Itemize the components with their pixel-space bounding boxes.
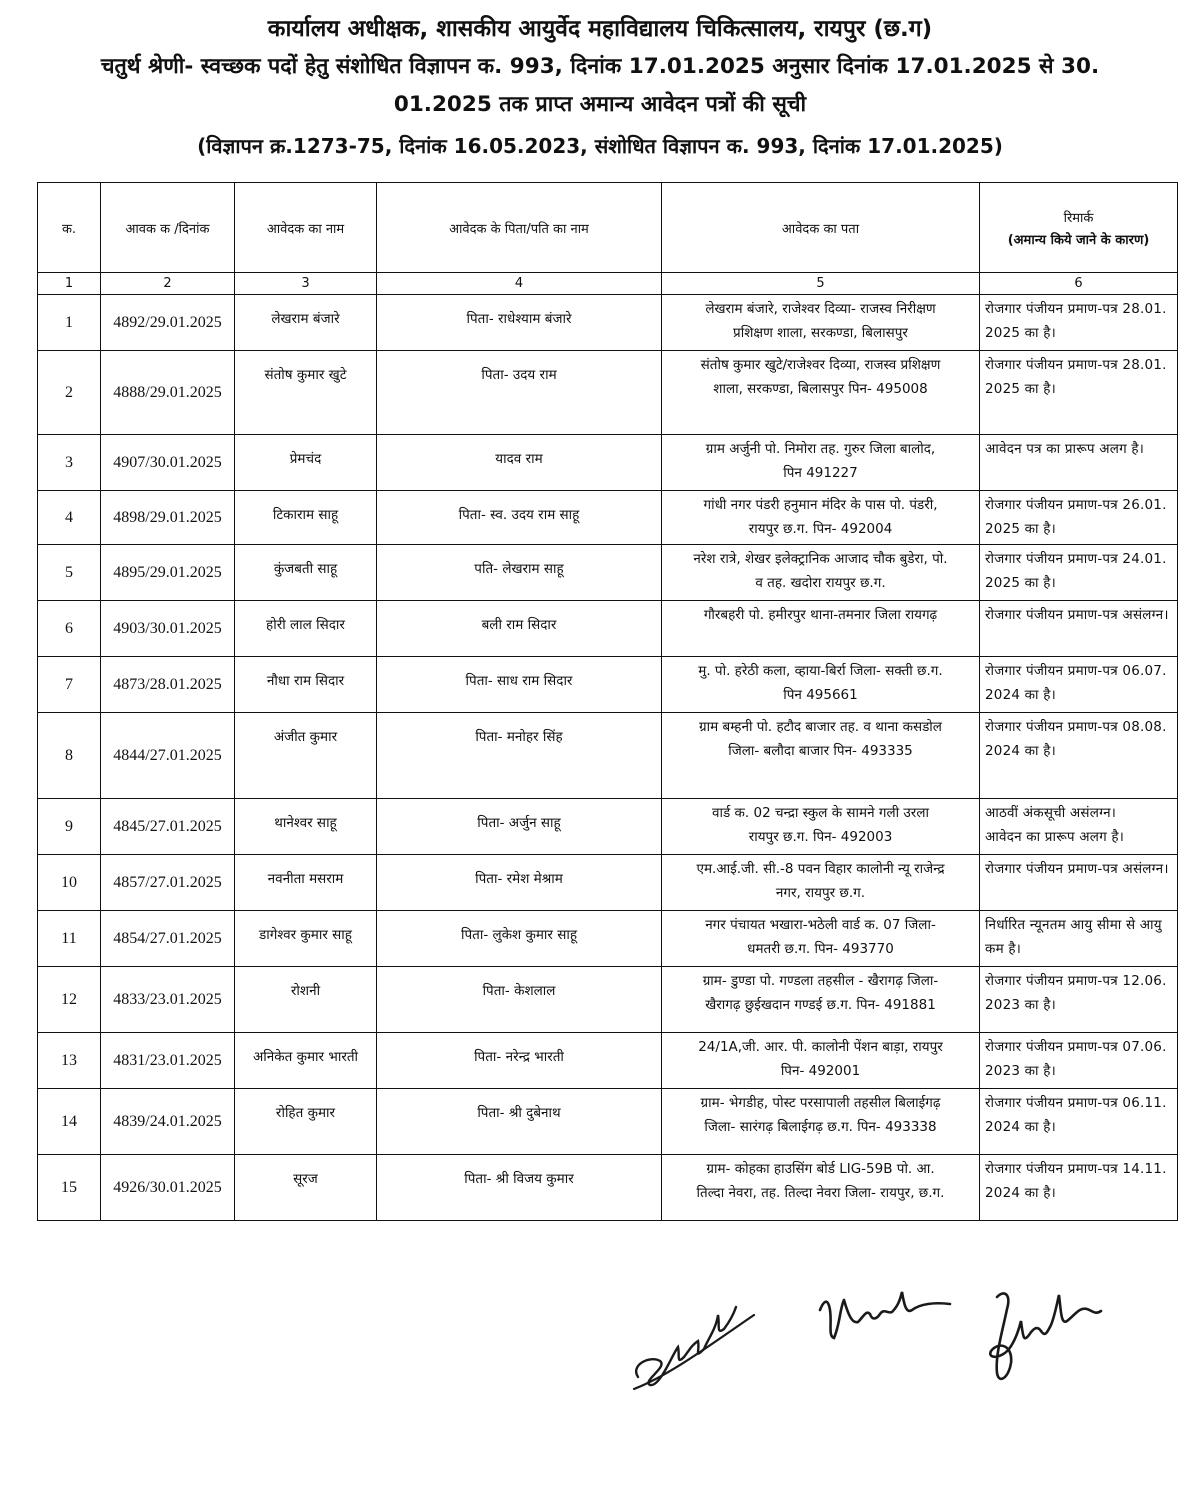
remark-cell: [980, 1089, 1178, 1155]
inward-cell: [101, 855, 235, 911]
inward-cell-line: 4839/24.01.2025: [113, 1112, 222, 1130]
applicant-name-cell: [235, 491, 377, 545]
address-cell: [662, 799, 980, 855]
applicant-name-cell: [235, 911, 377, 967]
remark-cell-line: रोजगार पंजीयन प्रमाण-पत्र 12.06.: [985, 973, 1167, 989]
serial-cell-line: 4: [65, 508, 73, 526]
serial-cell-line: 5: [65, 563, 73, 581]
father-name-cell: [377, 855, 662, 911]
address-cell-line: जिला- बलौदा बाजार पिन- 493335: [728, 743, 913, 759]
subject-line-2: 01.2025 तक प्राप्त अमान्य आवेदन पत्रों की सूची: [393, 92, 807, 117]
inward-cell-line: 4831/23.01.2025: [113, 1051, 222, 1069]
col-number: 2: [101, 273, 235, 295]
remark-cell: [980, 657, 1178, 713]
applicant-name-cell-line: टिकाराम साहू: [272, 507, 339, 523]
address-cell: [662, 295, 980, 351]
table-row: [38, 855, 1178, 911]
address-cell-line: प्रशिक्षण शाला, सरकण्डा, बिलासपुर: [733, 325, 908, 341]
applicant-name-cell-line: नौधा राम सिदार: [266, 673, 345, 689]
applicant-name-cell: [235, 967, 377, 1033]
remark-cell: [980, 1033, 1178, 1089]
father-name-cell: [377, 601, 662, 657]
applicant-name-cell: [235, 713, 377, 799]
table-header-row: [38, 183, 1178, 273]
remark-cell-line: 2023 का है।: [985, 1063, 1056, 1079]
table-row: [38, 1089, 1178, 1155]
serial-cell: [38, 967, 101, 1033]
remark-cell: [980, 855, 1178, 911]
father-name-cell-line: पति- लेखराम साहू: [474, 561, 564, 577]
remark-cell: [980, 1155, 1178, 1221]
remark-cell-line: रोजगार पंजीयन प्रमाण-पत्र 14.11.: [985, 1161, 1167, 1177]
signature-2: [810, 1280, 960, 1360]
address-cell-line: रायपुर छ.ग. पिन- 492004: [748, 521, 893, 537]
address-cell-line: ग्राम बम्हनी पो. हटौद बाजार तह. व थाना कसडोल: [699, 719, 942, 735]
remark-cell-line: निर्धारित न्यूनतम आयु सीमा से आयु: [985, 917, 1162, 933]
remark-cell-line: 2024 का है।: [985, 1185, 1056, 1201]
remark-title: रिमार्क: [1063, 210, 1094, 226]
applicant-name-cell: [235, 351, 377, 435]
address-cell-line: ग्राम- भेगडीह, पोस्ट परसापाली तहसील बिलाईगढ़: [700, 1095, 941, 1111]
inward-cell-line: 4845/27.01.2025: [113, 817, 222, 835]
applicant-name-cell: [235, 855, 377, 911]
address-cell: [662, 967, 980, 1033]
table-row: [38, 967, 1178, 1033]
remark-cell-line: 2024 का है।: [985, 743, 1056, 759]
remark-cell: [980, 351, 1178, 435]
inward-cell: [101, 545, 235, 601]
applicant-name-cell: [235, 295, 377, 351]
inward-cell: [101, 713, 235, 799]
serial-cell: [38, 601, 101, 657]
father-name-cell-line: पिता- उदय राम: [481, 367, 557, 383]
applicant-name-cell: [235, 435, 377, 491]
address-cell-line: खैरागढ़ छुईखदान गण्डई छ.ग. पिन- 491881: [705, 997, 936, 1013]
applicant-name-cell-line: सूरज: [293, 1171, 318, 1187]
inward-cell: [101, 435, 235, 491]
address-cell: [662, 911, 980, 967]
applicant-name-cell: [235, 545, 377, 601]
father-name-cell-line: पिता- श्री विजय कुमार: [464, 1171, 574, 1187]
col-number: 1: [38, 273, 101, 295]
inward-cell-line: 4844/27.01.2025: [113, 746, 222, 764]
father-name-cell-line: पिता- नरेन्द्र भारती: [474, 1049, 564, 1065]
address-cell: [662, 435, 980, 491]
remark-cell-line: 2025 का है।: [985, 521, 1056, 537]
address-cell-line: 24/1A,जी. आर. पी. कालोनी पेंशन बाड़ा, रायपुर: [698, 1039, 943, 1055]
address-cell: [662, 545, 980, 601]
serial-cell-line: 12: [61, 990, 77, 1008]
address-cell: [662, 351, 980, 435]
inward-cell: [101, 967, 235, 1033]
remark-cell-line: रोजगार पंजीयन प्रमाण-पत्र असंलग्न।: [985, 607, 1169, 623]
address-cell: [662, 1089, 980, 1155]
table-row: [38, 435, 1178, 491]
remark-cell-line: रोजगार पंजीयन प्रमाण-पत्र 08.08.: [985, 719, 1167, 735]
father-name-cell: [377, 295, 662, 351]
applicant-name-cell: [235, 657, 377, 713]
table-row: [38, 1033, 1178, 1089]
address-cell-line: लेखराम बंजारे, राजेश्वर दिव्या- राजस्व निरीक्षण: [705, 301, 936, 317]
table-row: [38, 545, 1178, 601]
office-title: कार्यालय अधीक्षक, शासकीय आयुर्वेद महाविद्यालय चिकित्सालय, रायपुर (छ.ग): [267, 16, 933, 42]
applicant-name-cell: [235, 601, 377, 657]
inward-cell-line: 4888/29.01.2025: [113, 383, 222, 401]
serial-cell: [38, 491, 101, 545]
table-row: [38, 713, 1178, 799]
applicant-name-cell-line: डागेश्वर कुमार साहू: [259, 927, 352, 943]
inward-cell: [101, 351, 235, 435]
address-cell-line: जिला- सारंगढ़ बिलाईगढ़ छ.ग. पिन- 493338: [704, 1119, 937, 1135]
father-name-cell-line: बली राम सिदार: [481, 617, 557, 633]
table-row: [38, 491, 1178, 545]
remark-cell-line: 2024 का है।: [985, 687, 1056, 703]
serial-cell-line: 1: [65, 313, 73, 331]
address-cell-line: नरेश रात्रे, शेखर इलेक्ट्रानिक आजाद चौक बुडेरा, पो.: [693, 551, 948, 567]
applicant-name-cell-line: रोहित कुमार: [275, 1105, 336, 1121]
father-name-cell-line: पिता- स्व. उदय राम साहू: [458, 507, 580, 523]
address-cell-line: नगर, रायपुर छ.ग.: [775, 885, 866, 901]
inward-cell-line: 4873/28.01.2025: [113, 675, 222, 693]
serial-cell-line: 3: [65, 453, 73, 471]
applicant-name-cell-line: संतोष कुमार खुटे: [264, 367, 347, 383]
address-cell: [662, 491, 980, 545]
applicant-name-cell-line: कुंजबती साहू: [273, 561, 338, 577]
father-name-cell: [377, 435, 662, 491]
table-row: [38, 1155, 1178, 1221]
applicant-name-cell-line: अनिकेत कुमार भारती: [252, 1049, 359, 1065]
col-number: 5: [662, 273, 980, 295]
applicant-name-cell-line: प्रेमचंद: [289, 451, 322, 467]
inward-cell-line: 4903/30.01.2025: [113, 619, 222, 637]
serial-cell: [38, 1155, 101, 1221]
serial-cell: [38, 657, 101, 713]
address-cell-line: धमतरी छ.ग. पिन- 493770: [747, 941, 894, 957]
inward-cell-line: 4833/23.01.2025: [113, 990, 222, 1008]
reference-line: (विज्ञापन क्र.1273-75, दिनांक 16.05.2023, संशोधित विज्ञापन क. 993, दिनांक 17.01.2025): [197, 134, 1003, 158]
serial-cell: [38, 545, 101, 601]
remark-cell-line: 2025 का है।: [985, 575, 1056, 591]
invalid-applications-table: [37, 182, 1178, 1221]
col-number: 4: [377, 273, 662, 295]
applicant-name-cell-line: रोशनी: [290, 983, 321, 999]
father-name-cell-line: पिता- अर्जुन साहू: [477, 815, 561, 831]
inward-cell: [101, 601, 235, 657]
father-name-cell: [377, 1033, 662, 1089]
serial-cell: [38, 713, 101, 799]
inward-cell: [101, 295, 235, 351]
remark-cell: [980, 799, 1178, 855]
address-cell-line: वार्ड क. 02 चन्द्रा स्कुल के सामने गली उरला: [712, 805, 929, 821]
father-name-cell: [377, 545, 662, 601]
inward-cell: [101, 1033, 235, 1089]
col-header-name: आवेदक का नाम: [235, 183, 377, 273]
address-cell-line: तिल्दा नेवरा, तह. तिल्दा नेवरा जिला- रायपुर, छ.ग.: [696, 1185, 945, 1201]
serial-cell: [38, 911, 101, 967]
subject-line-1: चतुर्थ श्रेणी- स्वच्छक पदों हेतु संशोधित विज्ञापन क. 993, दिनांक 17.01.2025 अनुसार दिनांक 17.01.2025 से 30.: [100, 54, 1100, 79]
col-header-inward: आवक क /दिनांक: [101, 183, 235, 273]
remark-cell-line: रोजगार पंजीयन प्रमाण-पत्र 28.01.: [985, 301, 1167, 317]
applicant-name-cell-line: लेखराम बंजारे: [271, 311, 340, 327]
father-name-cell-line: यादव राम: [495, 451, 543, 467]
serial-cell-line: 11: [61, 929, 77, 947]
remark-cell-line: रोजगार पंजीयन प्रमाण-पत्र 07.06.: [985, 1039, 1167, 1055]
serial-cell: [38, 1089, 101, 1155]
address-cell-line: संतोष कुमार खुटे/राजेश्वर दिव्या, राजस्व प्रशिक्षण: [700, 357, 941, 373]
remark-cell-line: कम है।: [985, 941, 1022, 957]
applicant-name-cell: [235, 799, 377, 855]
serial-cell: [38, 435, 101, 491]
remark-cell-line: आवेदन का प्रारूप अलग है।: [985, 829, 1125, 845]
table-row: [38, 911, 1178, 967]
address-cell-line: मु. पो. हरेठी कला, व्हाया-बिर्रा जिला- सक्ती छ.ग.: [698, 663, 943, 679]
address-cell-line: गौरबहरी पो. हमीरपुर थाना-तमनार जिला रायगढ़: [703, 607, 938, 623]
signature-3: [975, 1285, 1115, 1395]
address-cell-line: पिन- 492001: [780, 1063, 861, 1079]
father-name-cell-line: पिता- साध राम सिदार: [465, 673, 573, 689]
remark-cell-line: 2023 का है।: [985, 997, 1056, 1013]
address-cell-line: नगर पंचायत भखारा-भठेली वार्ड क. 07 जिला-: [705, 917, 936, 933]
father-name-cell-line: पिता- लुकेश कुमार साहू: [460, 927, 578, 943]
father-name-cell: [377, 657, 662, 713]
remark-cell-line: आवेदन पत्र का प्रारूप अलग है।: [985, 441, 1145, 457]
remark-cell-line: रोजगार पंजीयन प्रमाण-पत्र असंलग्न।: [985, 861, 1169, 877]
applicant-name-cell: [235, 1155, 377, 1221]
father-name-cell: [377, 1089, 662, 1155]
father-name-cell: [377, 967, 662, 1033]
remark-cell: [980, 911, 1178, 967]
table-row: [38, 657, 1178, 713]
remark-cell: [980, 435, 1178, 491]
remark-cell-line: रोजगार पंजीयन प्रमाण-पत्र 26.01.: [985, 497, 1167, 513]
remark-cell: [980, 545, 1178, 601]
address-cell-line: एम.आई.जी. सी.-8 पवन विहार कालोनी न्यू राजेन्द्र: [696, 861, 945, 877]
remark-cell-line: रोजगार पंजीयन प्रमाण-पत्र 28.01.: [985, 357, 1167, 373]
applicant-name-cell-line: होरी लाल सिदार: [266, 617, 345, 633]
remark-cell-line: आठवीं अंकसूची असंलग्न।: [985, 805, 1117, 821]
inward-cell-line: 4907/30.01.2025: [113, 453, 222, 471]
serial-cell-line: 6: [65, 619, 73, 637]
serial-cell: [38, 351, 101, 435]
col-header-address: आवेदक का पता: [662, 183, 980, 273]
address-cell: [662, 1155, 980, 1221]
serial-cell-line: 8: [65, 746, 73, 764]
inward-cell: [101, 1089, 235, 1155]
address-cell-line: शाला, सरकण्डा, बिलासपुर पिन- 495008: [713, 381, 928, 397]
serial-cell-line: 10: [61, 873, 77, 891]
remark-cell: [980, 491, 1178, 545]
table-row: [38, 295, 1178, 351]
serial-cell-line: 15: [61, 1178, 77, 1196]
serial-cell-line: 7: [65, 675, 73, 693]
inward-cell-line: 4854/27.01.2025: [113, 929, 222, 947]
applicant-name-cell-line: अंजीत कुमार: [273, 729, 338, 745]
address-cell: [662, 601, 980, 657]
address-cell: [662, 1033, 980, 1089]
address-cell-line: ग्राम- कोहका हाउसिंग बोर्ड LIG-59B पो. आ.: [706, 1161, 935, 1177]
applicant-name-cell-line: नवनीता मसराम: [267, 871, 344, 887]
father-name-cell-line: पिता- राधेश्याम बंजारे: [466, 311, 572, 327]
remark-cell-line: रोजगार पंजीयन प्रमाण-पत्र 24.01.: [985, 551, 1167, 567]
col-header-father: आवेदक के पिता/पति का नाम: [377, 183, 662, 273]
remark-cell: [980, 713, 1178, 799]
inward-cell: [101, 491, 235, 545]
serial-cell-line: 9: [65, 817, 73, 835]
inward-cell: [101, 657, 235, 713]
serial-cell: [38, 799, 101, 855]
serial-cell: [38, 295, 101, 351]
father-name-cell-line: पिता- रमेश मेश्राम: [475, 871, 563, 887]
serial-cell: [38, 1033, 101, 1089]
father-name-cell: [377, 713, 662, 799]
address-cell-line: रायपुर छ.ग. पिन- 492003: [748, 829, 893, 845]
remark-cell-line: रोजगार पंजीयन प्रमाण-पत्र 06.07.: [985, 663, 1167, 679]
inward-cell: [101, 1155, 235, 1221]
inward-cell-line: 4898/29.01.2025: [113, 508, 222, 526]
remark-cell-line: 2025 का है।: [985, 325, 1056, 341]
inward-cell: [101, 911, 235, 967]
father-name-cell: [377, 911, 662, 967]
column-number-row: [38, 273, 1178, 295]
father-name-cell: [377, 491, 662, 545]
remark-cell: [980, 601, 1178, 657]
father-name-cell: [377, 799, 662, 855]
inward-cell-line: 4857/27.01.2025: [113, 873, 222, 891]
father-name-cell-line: पिता- मनोहर सिंह: [475, 729, 563, 745]
father-name-cell-line: पिता- केशलाल: [482, 983, 556, 999]
address-cell-line: पिन 491227: [783, 465, 858, 481]
inward-cell-line: 4926/30.01.2025: [113, 1178, 222, 1196]
col-number: 6: [980, 273, 1178, 295]
serial-cell-line: 2: [65, 383, 73, 401]
col-header-serial: क.: [38, 183, 101, 273]
address-cell: [662, 855, 980, 911]
remark-cell: [980, 295, 1178, 351]
applicant-name-cell-line: थानेश्वर साहू: [274, 815, 337, 831]
serial-cell-line: 13: [61, 1051, 77, 1069]
serial-cell: [38, 855, 101, 911]
address-cell-line: पिन 495661: [783, 687, 858, 703]
applicant-name-cell: [235, 1089, 377, 1155]
father-name-cell-line: पिता- श्री दुबेनाथ: [477, 1105, 561, 1121]
father-name-cell: [377, 351, 662, 435]
remark-cell-line: रोजगार पंजीयन प्रमाण-पत्र 06.11.: [985, 1095, 1167, 1111]
address-cell-line: ग्राम- डुण्डा पो. गण्डला तहसील - खैरागढ़ जिला-: [702, 973, 939, 989]
inward-cell-line: 4892/29.01.2025: [113, 313, 222, 331]
signature-1: [620, 1285, 760, 1395]
inward-cell-line: 4895/29.01.2025: [113, 563, 222, 581]
father-name-cell: [377, 1155, 662, 1221]
document-header: [20, 10, 1180, 166]
applicant-name-cell: [235, 1033, 377, 1089]
inward-cell: [101, 799, 235, 855]
table-row: [38, 601, 1178, 657]
address-cell-line: व तह. खदोरा रायपुर छ.ग.: [755, 575, 886, 591]
remark-cell-line: 2024 का है।: [985, 1119, 1056, 1135]
address-cell-line: गांधी नगर पंडरी हनुमान मंदिर के पास पो. पंडरी,: [703, 497, 938, 513]
address-cell: [662, 657, 980, 713]
col-header-remark: [980, 183, 1178, 273]
table-row: [38, 351, 1178, 435]
col-number: 3: [235, 273, 377, 295]
address-cell-line: ग्राम अर्जुनी पो. निमोरा तह. गुरुर जिला बालोद,: [705, 441, 936, 457]
address-cell: [662, 713, 980, 799]
serial-cell-line: 14: [61, 1112, 77, 1130]
remark-cell-line: 2025 का है।: [985, 381, 1056, 397]
remark-cell: [980, 967, 1178, 1033]
remark-subtitle: (अमान्य किये जाने के कारण): [1007, 232, 1150, 248]
table-row: [38, 799, 1178, 855]
